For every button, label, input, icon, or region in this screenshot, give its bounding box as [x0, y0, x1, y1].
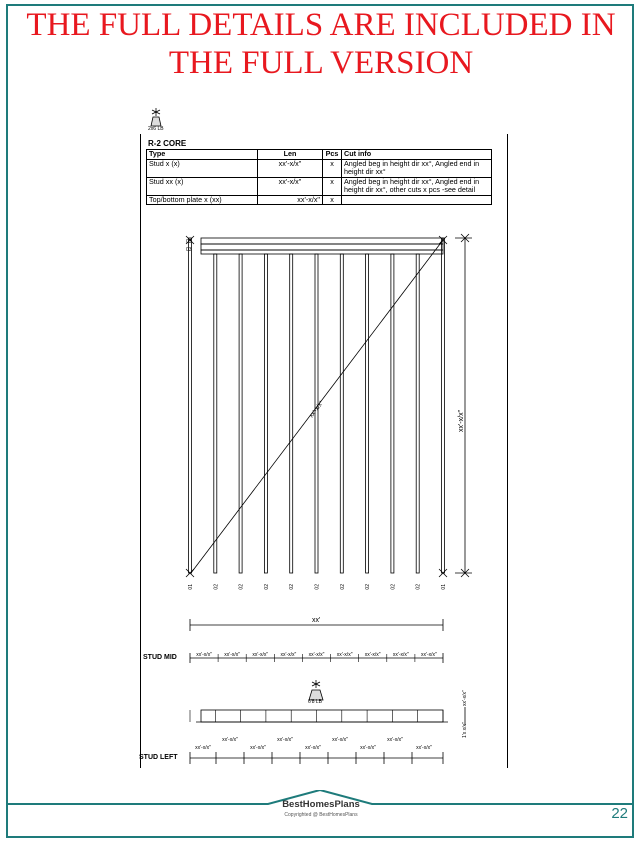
stud-mid-dim: xx'-x/x" — [224, 652, 241, 658]
cell-len: xx'-x/x" — [258, 195, 323, 205]
cell-pcs: x — [323, 195, 342, 205]
cell-cut: Angled beg in height dir xx°, Angled end in height dir xx°, other cuts x pcs -see detail — [342, 177, 492, 195]
stud — [189, 238, 192, 573]
top-plate-1 — [201, 238, 443, 244]
stud-label: 02 — [365, 584, 372, 590]
stud — [340, 254, 343, 573]
core-title: R-2 CORE — [148, 139, 187, 148]
stud-mid-label: STUD MID — [143, 654, 177, 661]
stud-mid-dim: xx'-x/x" — [252, 652, 269, 658]
stud-label: 01 — [441, 584, 447, 590]
cell-pcs: x — [323, 177, 342, 195]
stud-mid-dim: xx'-x/x" — [196, 652, 212, 658]
stud-left-dim-lower: xx'-x/x" — [416, 745, 432, 751]
footer-brand: BestHomesPlans — [282, 799, 360, 810]
plan-weight-label: 6'8 LB — [308, 699, 323, 705]
col-type-header: Type — [147, 150, 258, 160]
col-cut-header: Cut info — [342, 150, 492, 160]
width-label: xx' — [312, 617, 321, 624]
cell-type: Stud x (x) — [147, 159, 258, 177]
stud-left-dim-upper: xx'-x/x" — [387, 737, 403, 743]
stud — [416, 254, 419, 573]
stud — [239, 254, 242, 573]
stud — [264, 254, 267, 573]
footer-copyright: Copyrighted @ BestHomesPlans — [284, 812, 358, 818]
stud-mid-dim: xx'-x/x" — [336, 652, 353, 658]
cell-pcs: x — [323, 159, 342, 177]
height-dimension — [455, 234, 472, 577]
weight-symbol-top — [151, 108, 161, 126]
banner-line-2: THE FULL VERSION — [168, 45, 474, 81]
stud-left-dim-upper: xx'-x/x" — [332, 737, 348, 743]
plan-view-plate — [196, 680, 465, 725]
cell-cut: Angled beg in height dir xx°, Angled end in height dir xx° — [342, 159, 492, 177]
stud-left-dim-lower: xx'-x/x" — [305, 745, 321, 751]
col-len-header: Len — [258, 150, 323, 160]
plate-mark-2: 03 — [186, 247, 192, 253]
stud — [442, 238, 445, 573]
stud — [366, 254, 369, 573]
plan-side-label: 1'x x/x" — [462, 722, 468, 738]
page-number: 22 — [611, 805, 628, 822]
top-weight-label: 2x6 LB — [148, 126, 164, 132]
stud-left-dim-lower: xx'-x/x" — [360, 745, 376, 751]
stud-left-dim-lower: xx'-x/x" — [195, 745, 211, 751]
stud-label: 02 — [289, 584, 296, 590]
height-label: xx'-x/x" — [458, 409, 465, 432]
stud-label: 02 — [314, 584, 321, 590]
plate-mark-1: 03 — [186, 239, 192, 245]
cell-type: Top/bottom plate x (xx) — [147, 195, 258, 205]
top-plate-3 — [201, 250, 443, 254]
stud-left-dim-lower: xx'-x/x" — [250, 745, 266, 751]
cell-len: xx'-x/x" — [258, 159, 323, 177]
stud-mid-dim: xx'-x/x" — [421, 652, 437, 658]
cell-len: xx'-x/x" — [258, 177, 323, 195]
banner-line-1: THE FULL DETAILS ARE INCLUDED IN — [26, 7, 616, 43]
stud-left-dim-upper: xx'-x/x" — [222, 737, 238, 743]
stud-left-dimension-line — [190, 752, 443, 764]
stud-mid-dim: xx'-x/x" — [364, 652, 381, 658]
stud-label: 02 — [213, 584, 220, 590]
plan-side-label-2: xx'-x/x" — [462, 690, 468, 706]
diagonal-label: xx'-x/x" — [308, 400, 326, 420]
stud-label: 02 — [415, 584, 422, 590]
stud-label: 02 — [339, 584, 346, 590]
stud-label: 02 — [390, 584, 397, 590]
stud — [214, 254, 217, 573]
stud — [290, 254, 293, 573]
stud-mid-dim: xx'-x/x" — [280, 652, 297, 658]
top-plate-2 — [201, 244, 443, 250]
stud — [391, 254, 394, 573]
col-pcs-header: Pcs — [323, 150, 342, 160]
footer-divider — [6, 790, 634, 830]
cell-type: Stud xx (x) — [147, 177, 258, 195]
stud-label: 02 — [263, 584, 270, 590]
stud-mid-dim: xx'-x/x" — [392, 652, 409, 658]
stud-label: 01 — [188, 584, 194, 590]
stud-mid-dim: xx'-x/x" — [308, 652, 325, 658]
stud-left-dim-upper: xx'-x/x" — [277, 737, 293, 743]
stud-left-label: STUD LEFT — [139, 754, 178, 761]
stud-label: 02 — [238, 584, 245, 590]
